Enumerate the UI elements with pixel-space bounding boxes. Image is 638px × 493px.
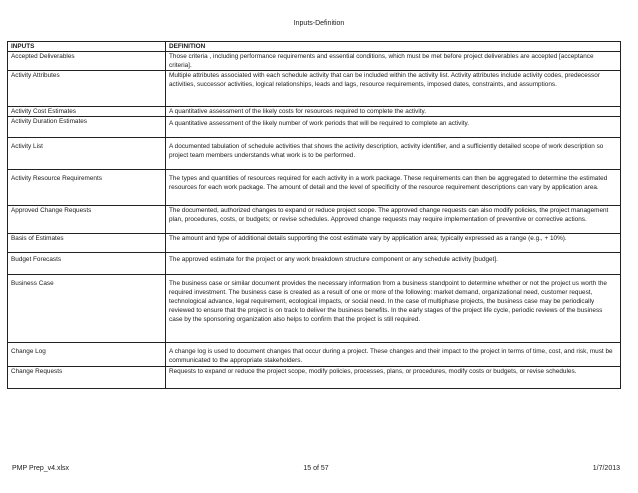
definition-cell: Multiple attributes associated with each schedule activity that can be included within the activity list. Activity attributes include activity codes, predecessor activities, successor activities, logical relationships, leads and lags, resource requirements, imposed dates, constraints, and assumptions. (166, 71, 621, 107)
table-row (8, 343, 621, 367)
definition-cell: The documented, authorized changes to expand or reduce project scope. The approved change requests can also modify policies, the project management plan, procedures, costs, or budgets; or revise schedules. Approved change requests may require implementation of preventive or corrective actions. (166, 206, 621, 234)
table-row (8, 117, 621, 138)
column-header-definition: DEFINITION (166, 42, 621, 52)
definition-cell: A change log is used to document changes that occur during a project. These changes and their impact to the project in terms of time, cost, and risk, must be communicated to the appropriate stakeholders. (166, 343, 621, 367)
column-header-inputs: INPUTS (8, 42, 166, 52)
definition-cell: The approved estimate for the project or any work breakdown structure component or any schedule activity [budget]. (166, 253, 621, 275)
table-row (8, 52, 621, 71)
input-cell: Activity Attributes (8, 71, 166, 107)
definition-cell: The amount and type of additional details supporting the cost estimate vary by application area; typically expressed as a range (e.g., + 10%). (166, 234, 621, 253)
definition-cell: The types and quantities of resources required for each activity in a work package. These requirements can then be aggregated to determine the estimated resources for each work package. The amount of detail and the level of specificity of the resource requirement descriptions can vary by application area. (166, 170, 621, 206)
table-row (8, 275, 621, 343)
table-row (8, 107, 621, 117)
footer-date: 1/7/2013 (592, 465, 620, 472)
input-cell: Activity Duration Estimates (8, 117, 166, 138)
table-row (8, 71, 621, 107)
page-footer (12, 464, 620, 474)
input-cell: Accepted Deliverables (8, 52, 166, 71)
table-row (8, 234, 621, 253)
definitions-table (7, 41, 621, 389)
input-cell: Change Requests (8, 367, 166, 389)
definition-cell: A documented tabulation of schedule activities that shows the activity description, activity identifier, and a sufficiently detailed scope of work description so project team members understands what work is to be performed. (166, 138, 621, 170)
table-row (8, 170, 621, 206)
input-cell: Basis of Estimates (8, 234, 166, 253)
footer-page-number: 15 of 57 (303, 465, 329, 472)
page-title: Inputs-Definition (293, 20, 345, 27)
footer-file-name: PMP Prep_v4.xlsx (12, 465, 70, 472)
input-cell: Activity Cost Estimates (8, 107, 166, 117)
definition-cell: A quantitative assessment of the likely costs for resources required to complete the activity. (166, 107, 621, 117)
definition-cell: A quantitative assessment of the likely number of work periods that will be required to complete an activity. (166, 117, 621, 138)
definition-cell: Those criteria , including performance requirements and essential conditions, which must be met before project deliverables are accepted [acceptance criteria]. (166, 52, 621, 71)
table-header-row (8, 42, 621, 52)
input-cell: Budget Forecasts (8, 253, 166, 275)
table-row (8, 367, 621, 389)
input-cell: Activity List (8, 138, 166, 170)
definition-cell: The business case or similar document provides the necessary information from a business standpoint to determine whether or not the project us worth the required investment. The business case is created as a result of one or more of the following: market demand, organizational need, customer request, technological advance, legal requirement, ecological impacts, or social need. In the case of multiphase projects, the business case may be periodically reviewed to ensure that the project is on track to deliver the business benefits. In the early stages of the project life cycle, periodic reviews of the business case by the sponsoring organization also helps to confirm that the project is still required. (166, 275, 621, 343)
input-cell: Business Case (8, 275, 166, 343)
input-cell: Change Log (8, 343, 166, 367)
table-row (8, 206, 621, 234)
table-row (8, 138, 621, 170)
input-cell: Activity Resource Requirements (8, 170, 166, 206)
definition-cell: Requests to expand or reduce the project scope, modify policies, processes, plans, or procedures, modify costs or budgets, or revise schedules. (166, 367, 621, 389)
input-cell: Approved Change Requests (8, 206, 166, 234)
table-row (8, 253, 621, 275)
